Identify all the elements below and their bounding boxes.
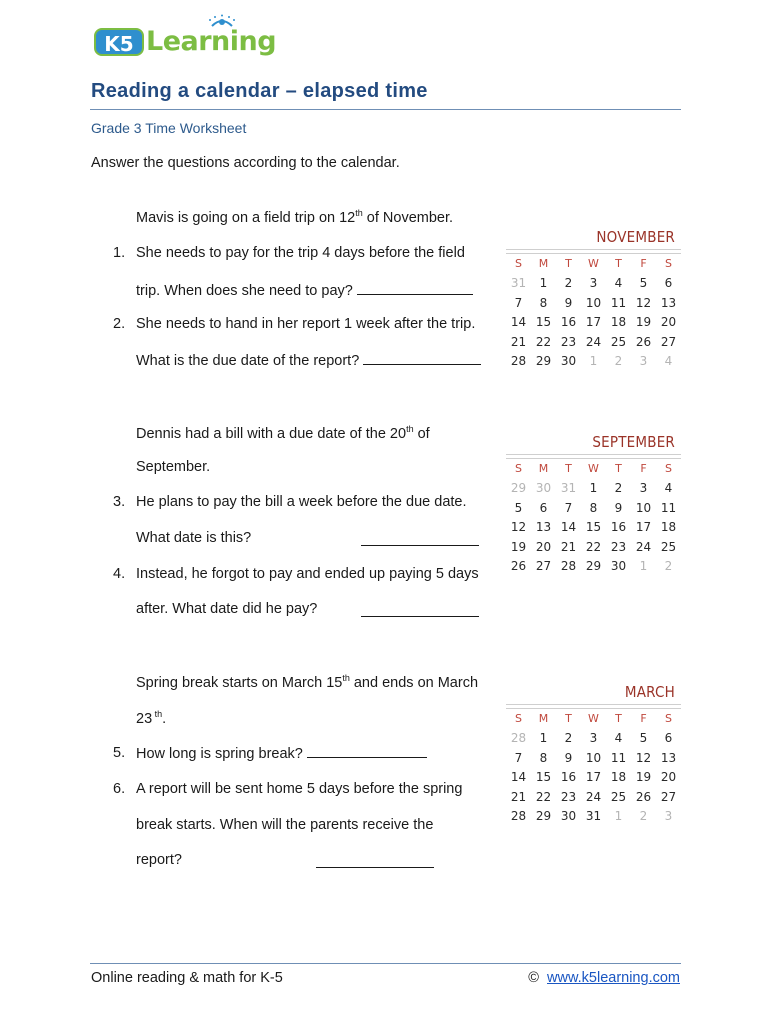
calendar-day: 17 [635,520,652,535]
answer-blank[interactable] [361,533,479,546]
section-1-intro: Mavis is going on a field trip on 12th of November. [136,208,454,226]
calendar-march [506,683,681,826]
calendar-day: 6 [664,276,673,291]
calendar-day: 6 [539,500,548,515]
calendar-day: 1 [539,276,548,291]
calendar-week-row [506,518,681,538]
question-6-line-1: A report will be sent home 5 days before the spring [136,781,463,797]
calendar-day: 4 [664,481,673,496]
calendar-weekday-row [506,709,681,729]
calendar-day: 1 [589,354,598,369]
calendar-day: 21 [510,334,527,349]
question-2-line-2: What is the due date of the report? [136,352,481,369]
calendar-day: 27 [535,559,552,574]
section-2-intro-line-2: September. [136,459,211,475]
title-divider [90,109,681,110]
answer-blank[interactable] [316,855,434,868]
calendar-day: 13 [535,520,552,535]
calendar-day: 23 [560,789,577,804]
calendar-weekday-row [506,254,681,274]
instructions: Answer the questions according to the calendar. [91,155,400,171]
calendar-weekday: F [640,712,647,726]
calendar-day: 25 [610,789,627,804]
calendar-weekday: S [515,712,522,726]
calendar-day: 12 [510,520,527,535]
question-1-line-1: She needs to pay for the trip 4 days before the field [136,245,465,261]
calendar-day: 14 [560,520,577,535]
calendar-day: 29 [510,481,527,496]
calendar-day: 17 [585,315,602,330]
calendar-day: 21 [560,539,577,554]
calendar-day: 31 [560,481,577,496]
section-2-intro-line-1: Dennis had a bill with a due date of the 20th of [136,424,430,442]
question-4-line-2: after. What date did he pay? [136,601,318,617]
calendar-weekday: T [565,712,572,726]
calendar-day: 22 [585,539,602,554]
calendar-day: 17 [585,770,602,785]
calendar-day: 15 [535,315,552,330]
calendar-day: 18 [610,315,627,330]
question-3-line-1: He plans to pay the bill a week before the due date. [136,494,467,510]
calendar-day: 16 [560,315,577,330]
calendar-weekday: W [588,712,599,726]
calendar-weekday-row [506,459,681,479]
calendar-day: 2 [639,809,648,824]
calendar-day: 21 [510,789,527,804]
calendar-weekday: S [665,462,672,476]
calendar-day: 1 [589,481,598,496]
question-3-line-2: What date is this? [136,530,252,546]
question-1-line-2: trip. When does she need to pay? [136,282,473,299]
calendar-day: 2 [564,731,573,746]
calendar-day: 22 [535,334,552,349]
calendar-day: 13 [660,750,677,765]
calendar-day: 3 [639,481,648,496]
footer-url[interactable]: www.k5learning.com [547,970,680,986]
calendar-week-row [506,729,681,749]
calendar-day: 7 [514,750,523,765]
calendar-day: 30 [560,809,577,824]
calendar-day: 11 [610,295,627,310]
calendar-day: 20 [535,539,552,554]
calendar-day: 24 [635,539,652,554]
calendar-day: 20 [660,770,677,785]
calendar-day: 12 [635,750,652,765]
calendar-day: 3 [589,276,598,291]
question-number: 1. [113,245,126,261]
calendar-weekday: M [538,462,549,476]
calendar-day: 5 [514,500,523,515]
calendar-day: 4 [614,731,623,746]
footer-link[interactable] [528,970,680,986]
copyright-symbol: © [528,970,539,986]
footer-tagline: Online reading & math for K-5 [91,970,283,986]
calendar-day: 23 [560,334,577,349]
calendar-day: 15 [535,770,552,785]
calendar-day: 29 [585,559,602,574]
calendar-day: 10 [635,500,652,515]
question-5-line-1: How long is spring break? [136,745,427,762]
calendar-day: 31 [585,809,602,824]
calendar-day: 16 [610,520,627,535]
calendar-day: 2 [614,354,623,369]
answer-blank[interactable] [357,282,473,295]
calendar-day: 11 [610,750,627,765]
calendar-week-row [506,537,681,557]
worksheet-subtitle: Grade 3 Time Worksheet [91,120,247,136]
calendar-day: 6 [664,731,673,746]
calendar-day: 9 [564,295,573,310]
question-number: 4. [113,566,126,582]
calendar-day: 16 [560,770,577,785]
calendar-day: 30 [535,481,552,496]
calendar-day: 19 [510,539,527,554]
question-6-line-3: report? [136,852,182,868]
calendar-september [506,433,681,576]
calendar-week-row [506,787,681,807]
calendar-day: 5 [639,276,648,291]
calendar-day: 15 [585,520,602,535]
calendar-day: 26 [510,559,527,574]
calendar-day: 24 [585,789,602,804]
calendar-day: 2 [564,276,573,291]
question-number: 2. [113,316,126,332]
calendar-week-row [506,352,681,372]
calendar-day: 9 [614,500,623,515]
calendar-day: 11 [660,500,677,515]
calendar-day: 28 [560,559,577,574]
calendar-day: 4 [614,276,623,291]
calendar-day: 1 [614,809,623,824]
calendar-weekday: T [615,462,622,476]
calendar-weekday: M [538,712,549,726]
calendar-week-row [506,768,681,788]
calendar-november [506,228,681,371]
calendar-day: 30 [610,559,627,574]
calendar-day: 29 [535,809,552,824]
calendar-day: 1 [639,559,648,574]
calendar-day: 19 [635,770,652,785]
calendar-week-row [506,332,681,352]
question-6-line-2: break starts. When will the parents receive the [136,817,434,833]
question-number: 5. [113,745,126,761]
calendar-day: 3 [639,354,648,369]
calendar-month-title: NOVEMBER [596,228,675,246]
calendar-day: 31 [510,276,527,291]
answer-blank[interactable] [363,352,481,365]
calendar-weekday: T [615,257,622,271]
calendar-weekday: S [515,462,522,476]
k5-learning-logo [94,14,277,64]
calendar-day: 25 [610,334,627,349]
logo-figure-icon [202,14,242,34]
answer-blank[interactable] [361,604,479,617]
calendar-day: 28 [510,809,527,824]
question-4-line-1: Instead, he forgot to pay and ended up paying 5 days [136,566,479,582]
calendar-week-row [506,557,681,577]
calendar-day: 20 [660,315,677,330]
calendar-day: 18 [660,520,677,535]
calendar-day: 14 [510,315,527,330]
calendar-day: 27 [660,789,677,804]
logo-badge: K5 [94,28,144,56]
calendar-weekday: T [565,462,572,476]
calendar-day: 28 [510,354,527,369]
calendar-week-row [506,293,681,313]
calendar-week-row [506,498,681,518]
calendar-weekday: W [588,257,599,271]
calendar-day: 22 [535,789,552,804]
answer-blank[interactable] [307,745,427,758]
section-3-intro-line-2: 23 $^{th}$. [136,709,167,727]
calendar-weekday: S [515,257,522,271]
calendar-day: 27 [660,334,677,349]
calendar-weekday: W [588,462,599,476]
calendar-day: 24 [585,334,602,349]
calendar-week-row [506,313,681,333]
calendar-month-title: SEPTEMBER [592,433,675,451]
calendar-day: 28 [510,731,527,746]
calendar-day: 8 [539,750,548,765]
calendar-day: 13 [660,295,677,310]
calendar-weekday: F [640,462,647,476]
calendar-day: 1 [539,731,548,746]
logo-wordmark: Learning [146,26,277,57]
calendar-day: 29 [535,354,552,369]
calendar-day: 30 [560,354,577,369]
calendar-weekday: T [615,712,622,726]
calendar-day: 2 [614,481,623,496]
calendar-day: 7 [564,500,573,515]
calendar-day: 9 [564,750,573,765]
calendar-day: 10 [585,750,602,765]
calendar-day: 4 [664,354,673,369]
footer-divider [90,963,681,964]
calendar-day: 25 [660,539,677,554]
calendar-day: 8 [539,295,548,310]
page-title: Reading a calendar – elapsed time [91,80,428,102]
calendar-weekday: S [665,712,672,726]
calendar-day: 26 [635,789,652,804]
calendar-weekday: T [565,257,572,271]
calendar-day: 12 [635,295,652,310]
calendar-day: 5 [639,731,648,746]
calendar-week-row [506,748,681,768]
calendar-weekday: S [665,257,672,271]
calendar-day: 8 [589,500,598,515]
question-2-line-1: She needs to hand in her report 1 week after the trip. [136,316,476,332]
calendar-week-row [506,807,681,827]
calendar-day: 19 [635,315,652,330]
calendar-day: 3 [664,809,673,824]
calendar-day: 2 [664,559,673,574]
calendar-day: 23 [610,539,627,554]
calendar-day: 18 [610,770,627,785]
calendar-day: 26 [635,334,652,349]
calendar-week-row [506,479,681,499]
calendar-day: 10 [585,295,602,310]
calendar-day: 14 [510,770,527,785]
question-number: 3. [113,494,126,510]
question-number: 6. [113,781,126,797]
calendar-weekday: M [538,257,549,271]
calendar-month-title: MARCH [624,683,675,701]
calendar-weekday: F [640,257,647,271]
calendar-day: 3 [589,731,598,746]
calendar-day: 7 [514,295,523,310]
calendar-week-row [506,274,681,294]
section-3-intro-line-1: Spring break starts on March 15th and ends on March [136,673,479,691]
